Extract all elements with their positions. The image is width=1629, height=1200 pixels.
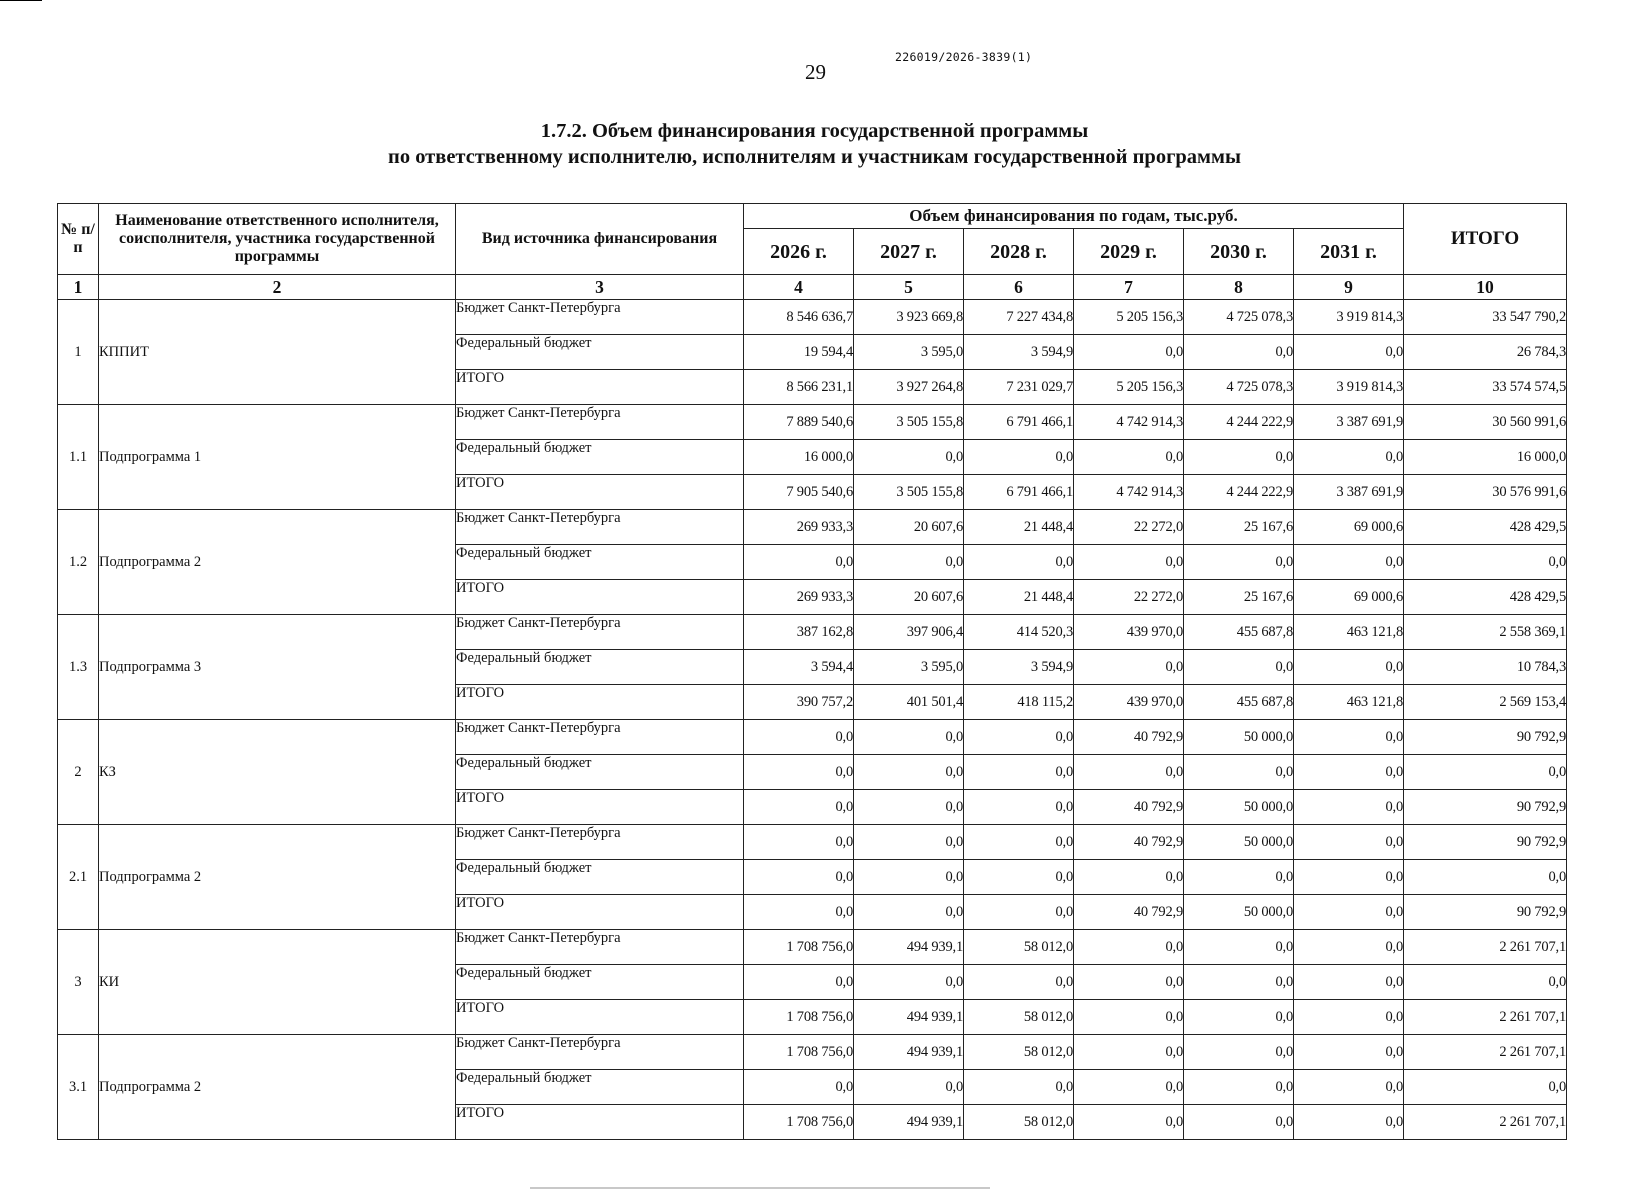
year-value: 269 933,3 <box>744 580 854 615</box>
year-value: 0,0 <box>1184 1070 1294 1105</box>
year-value: 0,0 <box>854 895 964 930</box>
year-value: 21 448,4 <box>964 510 1074 545</box>
year-value: 0,0 <box>744 720 854 755</box>
row-number: 1.1 <box>58 405 99 510</box>
year-value: 0,0 <box>1184 335 1294 370</box>
year-value: 0,0 <box>1184 755 1294 790</box>
row-total: 30 576 991,6 <box>1404 475 1567 510</box>
year-value: 0,0 <box>1294 930 1404 965</box>
year-value: 3 387 691,9 <box>1294 405 1404 440</box>
year-value: 8 546 636,7 <box>744 300 854 335</box>
funding-source: Федеральный бюджет <box>456 1070 744 1105</box>
row-total: 0,0 <box>1404 545 1567 580</box>
row-total: 16 000,0 <box>1404 440 1567 475</box>
header-year-group: Объем финансирования по годам, тыс.руб. <box>744 204 1404 229</box>
year-value: 1 708 756,0 <box>744 1105 854 1140</box>
year-value: 0,0 <box>1074 440 1184 475</box>
year-value: 3 595,0 <box>854 650 964 685</box>
year-value: 494 939,1 <box>854 1105 964 1140</box>
column-number: 7 <box>1074 275 1184 300</box>
year-value: 3 927 264,8 <box>854 370 964 405</box>
row-number: 1.2 <box>58 510 99 615</box>
year-value: 455 687,8 <box>1184 615 1294 650</box>
row-total: 428 429,5 <box>1404 580 1567 615</box>
year-value: 0,0 <box>1184 860 1294 895</box>
header-year: 2030 г. <box>1184 229 1294 275</box>
year-value: 0,0 <box>744 790 854 825</box>
year-value: 0,0 <box>854 1070 964 1105</box>
year-value: 0,0 <box>1074 755 1184 790</box>
row-total: 90 792,9 <box>1404 825 1567 860</box>
year-value: 0,0 <box>1184 545 1294 580</box>
year-value: 0,0 <box>744 860 854 895</box>
year-value: 4 742 914,3 <box>1074 475 1184 510</box>
year-value: 1 708 756,0 <box>744 930 854 965</box>
year-value: 439 970,0 <box>1074 615 1184 650</box>
year-value: 25 167,6 <box>1184 580 1294 615</box>
table-row <box>58 825 1567 860</box>
year-value: 0,0 <box>1294 755 1404 790</box>
header-total: ИТОГО <box>1404 204 1567 275</box>
funding-source: Бюджет Санкт-Петербурга <box>456 930 744 965</box>
header-name: Наименование ответственного исполнителя, соисполнителя, участника государственной программы <box>99 204 456 275</box>
year-value: 8 566 231,1 <box>744 370 854 405</box>
row-total: 90 792,9 <box>1404 790 1567 825</box>
column-number: 5 <box>854 275 964 300</box>
year-value: 0,0 <box>964 895 1074 930</box>
year-value: 0,0 <box>1294 1105 1404 1140</box>
row-total: 2 261 707,1 <box>1404 930 1567 965</box>
row-number: 2 <box>58 720 99 825</box>
year-value: 40 792,9 <box>1074 720 1184 755</box>
executor-name: Подпрограмма 2 <box>99 510 456 615</box>
table-row <box>58 930 1567 965</box>
year-value: 4 725 078,3 <box>1184 370 1294 405</box>
year-value: 0,0 <box>1294 790 1404 825</box>
executor-name: КППИТ <box>99 300 456 405</box>
year-value: 3 594,4 <box>744 650 854 685</box>
year-value: 50 000,0 <box>1184 720 1294 755</box>
column-number: 9 <box>1294 275 1404 300</box>
year-value: 0,0 <box>1184 650 1294 685</box>
table-row <box>58 615 1567 650</box>
row-total: 10 784,3 <box>1404 650 1567 685</box>
year-value: 16 000,0 <box>744 440 854 475</box>
year-value: 20 607,6 <box>854 510 964 545</box>
funding-source: Федеральный бюджет <box>456 860 744 895</box>
funding-source: ИТОГО <box>456 685 744 720</box>
year-value: 418 115,2 <box>964 685 1074 720</box>
year-value: 269 933,3 <box>744 510 854 545</box>
year-value: 0,0 <box>1074 1000 1184 1035</box>
year-value: 7 227 434,8 <box>964 300 1074 335</box>
funding-source: ИТОГО <box>456 790 744 825</box>
year-value: 69 000,6 <box>1294 510 1404 545</box>
year-value: 25 167,6 <box>1184 510 1294 545</box>
year-value: 0,0 <box>1184 440 1294 475</box>
funding-source: Федеральный бюджет <box>456 965 744 1000</box>
year-value: 0,0 <box>744 965 854 1000</box>
header-year: 2031 г. <box>1294 229 1404 275</box>
year-value: 0,0 <box>1294 440 1404 475</box>
scan-artifact <box>530 1187 990 1189</box>
row-total: 428 429,5 <box>1404 510 1567 545</box>
executor-name: КИ <box>99 930 456 1035</box>
year-value: 0,0 <box>1074 860 1184 895</box>
funding-source: Бюджет Санкт-Петербурга <box>456 825 744 860</box>
year-value: 0,0 <box>1074 335 1184 370</box>
year-value: 397 906,4 <box>854 615 964 650</box>
year-value: 0,0 <box>964 825 1074 860</box>
year-value: 0,0 <box>744 545 854 580</box>
year-value: 21 448,4 <box>964 580 1074 615</box>
year-value: 0,0 <box>854 965 964 1000</box>
year-value: 0,0 <box>1294 650 1404 685</box>
table-row <box>58 1035 1567 1070</box>
funding-source: ИТОГО <box>456 370 744 405</box>
year-value: 3 505 155,8 <box>854 405 964 440</box>
row-total: 2 261 707,1 <box>1404 1105 1567 1140</box>
year-value: 494 939,1 <box>854 930 964 965</box>
page-title-line1: 1.7.2. Объем финансирования государственной программы <box>540 120 1089 142</box>
year-value: 387 162,8 <box>744 615 854 650</box>
year-value: 0,0 <box>1074 1070 1184 1105</box>
page-title-line2: по ответственному исполнителю, исполнителям и участникам государственной программы <box>388 146 1241 168</box>
year-value: 455 687,8 <box>1184 685 1294 720</box>
year-value: 0,0 <box>1294 335 1404 370</box>
row-total: 33 574 574,5 <box>1404 370 1567 405</box>
year-value: 0,0 <box>1074 965 1184 1000</box>
year-value: 7 905 540,6 <box>744 475 854 510</box>
row-total: 90 792,9 <box>1404 720 1567 755</box>
row-total: 0,0 <box>1404 1070 1567 1105</box>
year-value: 40 792,9 <box>1074 825 1184 860</box>
year-value: 463 121,8 <box>1294 685 1404 720</box>
year-value: 0,0 <box>854 545 964 580</box>
executor-name: Подпрограмма 3 <box>99 615 456 720</box>
year-value: 40 792,9 <box>1074 895 1184 930</box>
year-value: 414 520,3 <box>964 615 1074 650</box>
funding-source: ИТОГО <box>456 1000 744 1035</box>
year-value: 4 742 914,3 <box>1074 405 1184 440</box>
year-value: 0,0 <box>744 1070 854 1105</box>
executor-name: Подпрограмма 2 <box>99 825 456 930</box>
row-total: 0,0 <box>1404 965 1567 1000</box>
year-value: 50 000,0 <box>1184 895 1294 930</box>
document-id: 226019/2026-3839(1) <box>895 50 1033 64</box>
year-value: 494 939,1 <box>854 1035 964 1070</box>
year-value: 0,0 <box>1184 965 1294 1000</box>
column-number: 10 <box>1404 275 1567 300</box>
funding-source: Федеральный бюджет <box>456 335 744 370</box>
year-value: 3 387 691,9 <box>1294 475 1404 510</box>
year-value: 58 012,0 <box>964 1035 1074 1070</box>
year-value: 3 594,9 <box>964 335 1074 370</box>
year-value: 0,0 <box>964 440 1074 475</box>
year-value: 7 231 029,7 <box>964 370 1074 405</box>
year-value: 19 594,4 <box>744 335 854 370</box>
table-row <box>58 720 1567 755</box>
header-no: № п/п <box>58 204 99 275</box>
year-value: 0,0 <box>1074 545 1184 580</box>
funding-source: Бюджет Санкт-Петербурга <box>456 1035 744 1070</box>
year-value: 0,0 <box>744 895 854 930</box>
year-value: 463 121,8 <box>1294 615 1404 650</box>
year-value: 22 272,0 <box>1074 510 1184 545</box>
funding-source: Бюджет Санкт-Петербурга <box>456 405 744 440</box>
row-total: 0,0 <box>1404 860 1567 895</box>
year-value: 0,0 <box>1294 1070 1404 1105</box>
row-total: 0,0 <box>1404 755 1567 790</box>
row-total: 2 558 369,1 <box>1404 615 1567 650</box>
header-year: 2027 г. <box>854 229 964 275</box>
year-value: 0,0 <box>1294 1000 1404 1035</box>
funding-source: Бюджет Санкт-Петербурга <box>456 300 744 335</box>
funding-source: Федеральный бюджет <box>456 650 744 685</box>
year-value: 50 000,0 <box>1184 825 1294 860</box>
funding-source: Федеральный бюджет <box>456 545 744 580</box>
funding-source: Бюджет Санкт-Петербурга <box>456 615 744 650</box>
year-value: 22 272,0 <box>1074 580 1184 615</box>
year-value: 0,0 <box>1294 545 1404 580</box>
year-value: 0,0 <box>854 755 964 790</box>
executor-name: Подпрограмма 1 <box>99 405 456 510</box>
year-value: 0,0 <box>744 825 854 860</box>
year-value: 0,0 <box>1074 1105 1184 1140</box>
column-number-row <box>58 275 1567 300</box>
year-value: 3 919 814,3 <box>1294 370 1404 405</box>
funding-source: Федеральный бюджет <box>456 440 744 475</box>
header-year: 2026 г. <box>744 229 854 275</box>
row-number: 3 <box>58 930 99 1035</box>
table-row <box>58 510 1567 545</box>
funding-source: Федеральный бюджет <box>456 755 744 790</box>
year-value: 0,0 <box>1074 650 1184 685</box>
column-number: 1 <box>58 275 99 300</box>
year-value: 494 939,1 <box>854 1000 964 1035</box>
funding-source: Бюджет Санкт-Петербурга <box>456 720 744 755</box>
year-value: 4 725 078,3 <box>1184 300 1294 335</box>
row-total: 2 569 153,4 <box>1404 685 1567 720</box>
year-value: 3 505 155,8 <box>854 475 964 510</box>
year-value: 0,0 <box>1184 930 1294 965</box>
year-value: 3 594,9 <box>964 650 1074 685</box>
year-value: 0,0 <box>854 825 964 860</box>
year-value: 0,0 <box>854 860 964 895</box>
year-value: 0,0 <box>854 440 964 475</box>
year-value: 50 000,0 <box>1184 790 1294 825</box>
year-value: 401 501,4 <box>854 685 964 720</box>
year-value: 6 791 466,1 <box>964 475 1074 510</box>
funding-source: ИТОГО <box>456 475 744 510</box>
column-number: 3 <box>456 275 744 300</box>
year-value: 0,0 <box>1294 860 1404 895</box>
year-value: 0,0 <box>964 720 1074 755</box>
year-value: 0,0 <box>1294 895 1404 930</box>
row-number: 2.1 <box>58 825 99 930</box>
year-value: 58 012,0 <box>964 1105 1074 1140</box>
year-value: 0,0 <box>854 790 964 825</box>
year-value: 0,0 <box>964 1070 1074 1105</box>
column-number: 2 <box>99 275 456 300</box>
year-value: 3 595,0 <box>854 335 964 370</box>
funding-source: ИТОГО <box>456 580 744 615</box>
corner-mark <box>0 0 42 1</box>
year-value: 0,0 <box>964 790 1074 825</box>
column-number: 4 <box>744 275 854 300</box>
year-value: 58 012,0 <box>964 930 1074 965</box>
header-row <box>58 204 1567 229</box>
executor-name: КЗ <box>99 720 456 825</box>
year-value: 0,0 <box>1074 1035 1184 1070</box>
header-source: Вид источника финансирования <box>456 204 744 275</box>
year-value: 0,0 <box>1074 930 1184 965</box>
row-total: 30 560 991,6 <box>1404 405 1567 440</box>
table-row <box>58 405 1567 440</box>
column-number: 8 <box>1184 275 1294 300</box>
row-total: 33 547 790,2 <box>1404 300 1567 335</box>
year-value: 0,0 <box>1184 1105 1294 1140</box>
row-number: 1.3 <box>58 615 99 720</box>
year-value: 58 012,0 <box>964 1000 1074 1035</box>
executor-name: Подпрограмма 2 <box>99 1035 456 1140</box>
funding-source: ИТОГО <box>456 895 744 930</box>
funding-source: Бюджет Санкт-Петербурга <box>456 510 744 545</box>
row-total: 2 261 707,1 <box>1404 1035 1567 1070</box>
year-value: 4 244 222,9 <box>1184 405 1294 440</box>
year-value: 0,0 <box>964 965 1074 1000</box>
year-value: 0,0 <box>1294 825 1404 860</box>
row-total: 90 792,9 <box>1404 895 1567 930</box>
year-value: 0,0 <box>1294 720 1404 755</box>
header-year: 2028 г. <box>964 229 1074 275</box>
financing-table <box>57 203 1567 1140</box>
year-value: 0,0 <box>964 860 1074 895</box>
row-number: 1 <box>58 300 99 405</box>
year-value: 20 607,6 <box>854 580 964 615</box>
table-body <box>58 300 1567 1140</box>
year-value: 1 708 756,0 <box>744 1000 854 1035</box>
year-value: 5 205 156,3 <box>1074 370 1184 405</box>
column-number: 6 <box>964 275 1074 300</box>
year-value: 0,0 <box>1294 1035 1404 1070</box>
year-value: 69 000,6 <box>1294 580 1404 615</box>
year-value: 0,0 <box>1294 965 1404 1000</box>
table-row <box>58 300 1567 335</box>
funding-source: ИТОГО <box>456 1105 744 1140</box>
year-value: 5 205 156,3 <box>1074 300 1184 335</box>
year-value: 0,0 <box>964 755 1074 790</box>
year-value: 1 708 756,0 <box>744 1035 854 1070</box>
row-total: 26 784,3 <box>1404 335 1567 370</box>
year-value: 4 244 222,9 <box>1184 475 1294 510</box>
year-value: 0,0 <box>1184 1035 1294 1070</box>
year-value: 0,0 <box>744 755 854 790</box>
year-value: 3 923 669,8 <box>854 300 964 335</box>
year-value: 0,0 <box>854 720 964 755</box>
year-value: 390 757,2 <box>744 685 854 720</box>
year-value: 0,0 <box>964 545 1074 580</box>
year-value: 40 792,9 <box>1074 790 1184 825</box>
year-value: 0,0 <box>1184 1000 1294 1035</box>
header-year: 2029 г. <box>1074 229 1184 275</box>
year-value: 7 889 540,6 <box>744 405 854 440</box>
row-total: 2 261 707,1 <box>1404 1000 1567 1035</box>
year-value: 6 791 466,1 <box>964 405 1074 440</box>
row-number: 3.1 <box>58 1035 99 1140</box>
year-value: 439 970,0 <box>1074 685 1184 720</box>
page-number: 29 <box>805 60 826 84</box>
year-value: 3 919 814,3 <box>1294 300 1404 335</box>
